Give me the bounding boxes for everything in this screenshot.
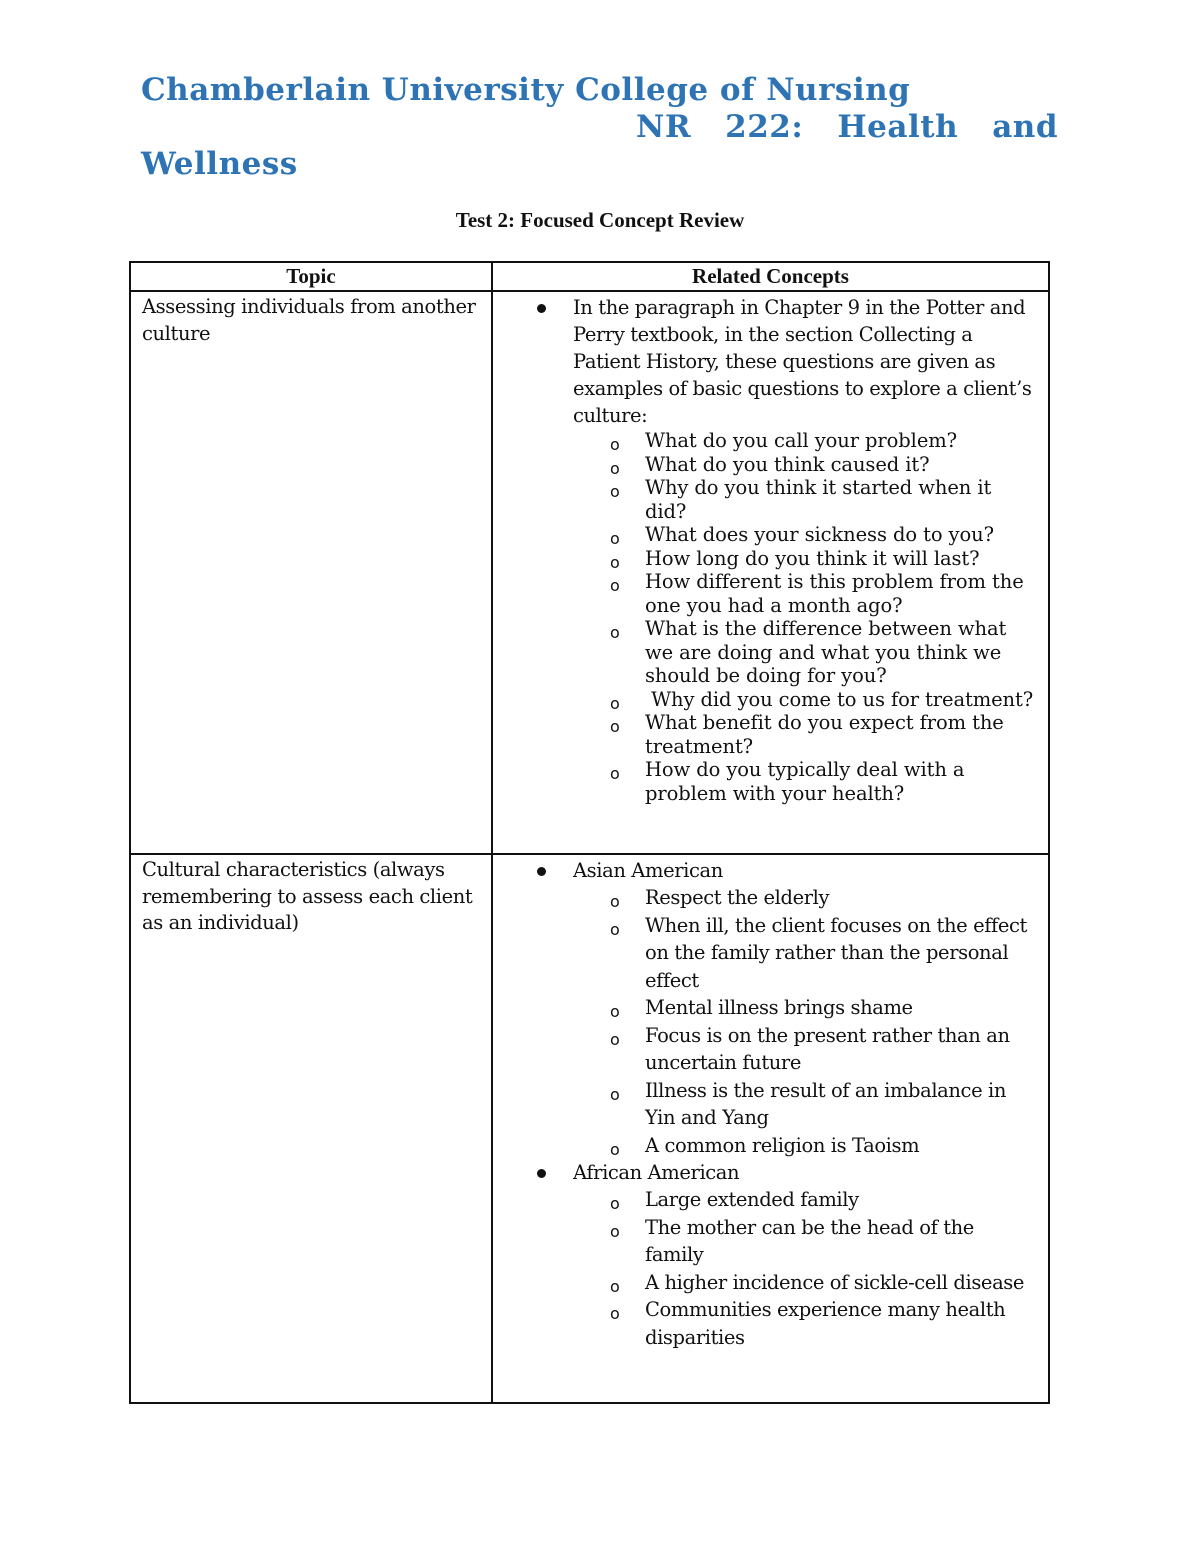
circle-bullet-icon: o [610, 1276, 620, 1296]
column-header-topic: Topic [130, 262, 492, 291]
sub-bullet-item [493, 912, 1036, 995]
column-header-related-concepts: Related Concepts [492, 262, 1049, 291]
circle-bullet-icon: o [610, 482, 620, 501]
concept-review-table [129, 261, 1050, 1404]
institution-title: Chamberlain University College of Nursing [141, 72, 911, 108]
topic-text: Cultural characteristics (always remembering to assess each client as an individual) [142, 858, 473, 934]
topic-cell [130, 854, 492, 1403]
circle-bullet-icon: o [610, 1139, 620, 1159]
sub-bullet-text: What do you think caused it? [645, 452, 930, 476]
bullet-item [493, 1159, 1036, 1351]
sub-bullet-text: Large extended family [645, 1188, 859, 1211]
sub-bullet-item [493, 617, 1036, 688]
course-word-and: and [992, 109, 1058, 145]
course-number: 222: [725, 109, 804, 145]
circle-bullet-icon: o [610, 529, 620, 548]
circle-bullet-icon: o [610, 1002, 620, 1021]
sub-bullet-text: What does your sickness do to you? [645, 523, 994, 546]
bullet-text: In the paragraph in Chapter 9 in the Potter and Perry textbook, in the section Collecting a Patient History, these questions are given as examples of basic questions to explore a client’s culture: [573, 296, 1032, 427]
sub-bullet-text: Why did you come to us for treatment? [645, 687, 1034, 711]
circle-bullet-icon: o [610, 1084, 620, 1104]
sub-bullet-item [493, 1077, 1036, 1132]
sub-bullet-item [493, 994, 1036, 1022]
sub-bullet-item [493, 429, 1036, 453]
bullet-item [493, 294, 1036, 805]
sub-bullet-text: Focus is on the present rather than an uncertain future [645, 1023, 1010, 1074]
sub-bullet-item [493, 547, 1036, 571]
sub-bullet-item [493, 758, 1036, 805]
table-row [130, 291, 1049, 854]
circle-bullet-icon: o [610, 693, 620, 713]
sub-bullet-item [493, 523, 1036, 547]
sub-bullet-item [493, 1186, 1036, 1214]
sub-bullet-text: How long do you think it will last? [645, 546, 980, 570]
topic-cell [130, 291, 492, 854]
sub-bullet-text: What benefit do you expect from the treatment? [645, 711, 1004, 758]
sub-bullet-list [573, 429, 1036, 805]
sub-bullet-text: Communities experience many health disparities [645, 1298, 1006, 1349]
topic-text: Assessing individuals from another culture [142, 295, 476, 345]
concepts-cell [492, 291, 1049, 854]
circle-bullet-icon: o [610, 458, 620, 478]
circle-bullet-icon: o [610, 919, 620, 939]
sub-bullet-item [493, 453, 1036, 477]
sub-bullet-text: What do you call your problem? [645, 429, 957, 452]
sub-bullet-text: When ill, the client focuses on the effect on the family rather than the personal effect [645, 913, 1027, 992]
bullet-list [493, 294, 1036, 805]
bullet-item [493, 857, 1036, 1159]
sub-bullet-text: Mental illness brings shame [645, 996, 913, 1019]
page-title: Test 2: Focused Concept Review [455, 208, 745, 232]
course-code: NR [636, 109, 692, 145]
circle-bullet-icon: o [610, 1029, 620, 1049]
sub-bullet-text: Why do you think it started when it did? [645, 476, 992, 523]
bullet-dot-icon [537, 1169, 546, 1178]
bullet-text: Asian American [573, 859, 723, 882]
circle-bullet-icon: o [610, 435, 620, 454]
sub-bullet-item [493, 711, 1036, 758]
sub-bullet-text: How different is this problem from the one you had a month ago? [645, 570, 1024, 617]
sub-bullet-item [493, 476, 1036, 523]
bullet-text: African American [573, 1161, 740, 1184]
sub-bullet-item [493, 1022, 1036, 1077]
circle-bullet-icon: o [610, 1221, 620, 1241]
sub-bullet-item [493, 570, 1036, 617]
sub-bullet-text: What is the difference between what we are doing and what you think we should be doing for you? [645, 617, 1007, 687]
sub-bullet-item [493, 1269, 1036, 1297]
bullet-dot-icon [537, 867, 546, 876]
circle-bullet-icon: o [610, 892, 620, 911]
circle-bullet-icon: o [610, 623, 620, 642]
circle-bullet-icon: o [610, 1304, 620, 1323]
sub-bullet-text: The mother can be the head of the family [645, 1215, 974, 1266]
table-header-row [130, 262, 1049, 291]
bullet-dot-icon [537, 304, 546, 313]
circle-bullet-icon: o [610, 764, 620, 783]
circle-bullet-icon: o [610, 576, 620, 595]
circle-bullet-icon: o [610, 1194, 620, 1213]
bullet-list [493, 857, 1036, 1351]
course-word-health: Health [837, 109, 959, 145]
sub-bullet-item [493, 884, 1036, 912]
circle-bullet-icon: o [610, 717, 620, 736]
sub-bullet-text: Respect the elderly [645, 886, 830, 909]
sub-bullet-item [493, 1214, 1036, 1269]
sub-bullet-text: A higher incidence of sickle-cell disease [645, 1270, 1025, 1294]
sub-bullet-text: How do you typically deal with a problem with your health? [645, 758, 965, 805]
sub-bullet-list [573, 884, 1036, 1159]
table-row [130, 854, 1049, 1403]
sub-bullet-item [493, 1296, 1036, 1351]
concepts-cell [492, 854, 1049, 1403]
sub-bullet-text: Illness is the result of an imbalance in Yin and Yang [645, 1078, 1007, 1129]
circle-bullet-icon: o [610, 552, 620, 572]
sub-bullet-list [573, 1186, 1036, 1351]
sub-bullet-item [493, 688, 1036, 712]
course-word-wellness: Wellness [141, 146, 298, 182]
course-title-line [636, 109, 1058, 145]
sub-bullet-text: A common religion is Taoism [645, 1133, 920, 1157]
sub-bullet-item [493, 1132, 1036, 1160]
